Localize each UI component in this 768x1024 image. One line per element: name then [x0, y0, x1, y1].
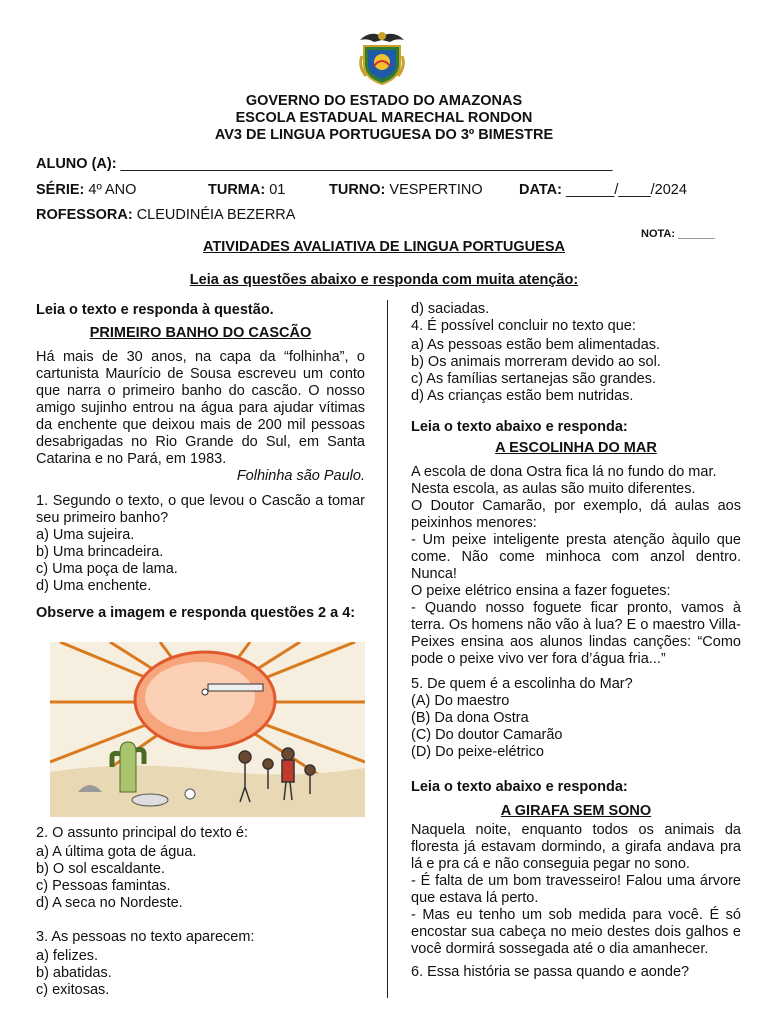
header-government: GOVERNO DO ESTADO DO AMAZONAS	[245, 93, 523, 109]
turno-value: VESPERTINO	[389, 182, 483, 198]
text2-title: A ESCOLINHA DO MAR	[495, 440, 657, 456]
q2-option[interactable]: a) A última gota de água.	[36, 844, 197, 860]
right-column	[411, 301, 741, 981]
instruction: Leia as questões abaixo e responda com muita atenção:	[189, 272, 579, 288]
serie-value: 4º ANO	[88, 182, 137, 198]
text2-paragraph: - Um peixe inteligente presta atenção àquilo que come. Não come minhoca com anzol dentro. Nunca!	[411, 532, 741, 582]
header-school: ESCOLA ESTADUAL MARECHAL RONDON	[235, 110, 533, 126]
q3-option[interactable]: c) exitosas.	[36, 982, 110, 998]
professora-label: ROFESSORA:	[36, 207, 133, 223]
q1-option[interactable]: d) Uma enchente.	[36, 578, 152, 594]
question-6: 6. Essa história se passa quando e aonde?	[411, 964, 690, 980]
q3-option[interactable]: a) felizes.	[36, 948, 99, 964]
question-2: 2. O assunto principal do texto é:	[36, 825, 248, 841]
data-field	[519, 181, 687, 199]
professora-value: CLEUDINÉIA BEZERRA	[136, 207, 296, 223]
text2-paragraph: A escola de dona Ostra fica lá no fundo do mar. Nesta escola, as aulas são muito diferentes.	[411, 464, 717, 497]
q4-option[interactable]: d) As crianças estão bem nutridas.	[411, 388, 634, 404]
main-title: ATIVIDADES AVALIATIVA DE LINGUA PORTUGUESA	[203, 239, 565, 255]
q3-option[interactable]: b) abatidas.	[36, 965, 112, 981]
aluno-line	[36, 155, 613, 173]
q5-option[interactable]: (A) Do maestro	[411, 693, 510, 709]
turma-label: TURMA:	[208, 182, 266, 198]
text2-paragraph: - Quando nosso foguete ficar pronto, vamos à terra. Os homens não vão à lua? E o maestro Villa-Peixes ensina aos alunos lindas canções: “Como pode o peixe vivo ver fora d’água fria...”	[411, 600, 741, 667]
text1-body: Há mais de 30 anos, na capa da “folhinha”, o cartunista Maurício de Sousa escreveu um conto que narra o primeiro banho do cascão. O nosso amigo sujinho entrou na água para ajudar vítimas da enchente que deixou mais de 200 mil pessoas desabrigadas no Rio Grande do Sul, em Santa Catarina e no Pará, em 1983.	[36, 349, 365, 467]
q5-option[interactable]: (C) Do doutor Camarão	[411, 727, 563, 743]
data-label: DATA:	[519, 182, 562, 198]
turma-value: 01	[269, 182, 286, 198]
serie-label: SÉRIE:	[36, 182, 85, 198]
left-column-lower	[36, 825, 365, 999]
q1-option[interactable]: b) Uma brincadeira.	[36, 544, 164, 560]
text1-title: PRIMEIRO BANHO DO CASCÃO	[89, 325, 312, 341]
turno-field	[329, 181, 483, 199]
q5-option[interactable]: (D) Do peixe-elétrico	[411, 744, 544, 760]
professora-field	[36, 206, 295, 224]
text2-paragraph: O peixe elétrico ensina a fazer foguetes:	[411, 583, 671, 599]
left-column	[36, 302, 365, 622]
q1-option[interactable]: c) Uma poça de lama.	[36, 561, 178, 577]
question-4: 4. É possível concluir no texto que:	[411, 318, 636, 334]
coat-of-arms-icon	[356, 26, 408, 86]
aluno-label: ALUNO (A):	[36, 156, 117, 172]
intro-text2: Leia o texto abaixo e responda:	[411, 419, 628, 435]
question-1: 1. Segundo o texto, o que levou o Cascão a tomar seu primeiro banho?	[36, 493, 365, 526]
q1-option[interactable]: a) Uma sujeira.	[36, 527, 135, 543]
text3-paragraph: Naquela noite, enquanto todos os animais da floresta já estavam dormindo, a girafa andava pra lá e pra cá e não conseguia pegar no sono.	[411, 822, 741, 872]
intro-text3: Leia o texto abaixo e responda:	[411, 779, 628, 795]
drought-cartoon-image	[50, 642, 365, 817]
column-divider	[387, 300, 388, 998]
q3-option[interactable]: d) saciadas.	[411, 301, 490, 317]
text3-paragraph: - Mas eu tenho um sob medida para você. É só encostar sua cabeça no meio destes dois galhos e você dormirá sossegada até o dia amanhecer.	[411, 907, 741, 957]
header-exam: AV3 DE LINGUA PORTUGUESA DO 3º BIMESTRE	[214, 127, 554, 143]
q2-option[interactable]: c) Pessoas famintas.	[36, 878, 171, 894]
serie-field	[36, 181, 136, 199]
q2-option[interactable]: d) A seca no Nordeste.	[36, 895, 183, 911]
text2-paragraph: O Doutor Camarão, por exemplo, dá aulas aos peixinhos menores:	[411, 498, 741, 531]
q4-option[interactable]: a) As pessoas estão bem alimentadas.	[411, 337, 661, 353]
image-instruction: Observe a imagem e responda questões 2 a 4:	[36, 605, 356, 621]
nota-field[interactable]: NOTA: ______	[641, 228, 715, 240]
data-value[interactable]: ______/____/2024	[565, 182, 687, 198]
q2-option[interactable]: b) O sol escaldante.	[36, 861, 165, 877]
text1-source: Folhinha são Paulo.	[236, 468, 365, 484]
text3-paragraph: - É falta de um bom travesseiro! Falou uma árvore que estava lá perto.	[411, 873, 741, 906]
text3-title: A GIRAFA SEM SONO	[500, 803, 652, 819]
q4-option[interactable]: b) Os animais morreram devido ao sol.	[411, 354, 661, 370]
q5-option[interactable]: (B) Da dona Ostra	[411, 710, 529, 726]
turno-label: TURNO:	[329, 182, 386, 198]
turma-field	[208, 181, 285, 199]
aluno-blank[interactable]: _____________________________________________________________	[120, 156, 613, 172]
question-3: 3. As pessoas no texto aparecem:	[36, 929, 255, 945]
q4-option[interactable]: c) As famílias sertanejas são grandes.	[411, 371, 657, 387]
intro-text-question: Leia o texto e responda à questão.	[36, 302, 274, 318]
question-5: 5. De quem é a escolinha do Mar?	[411, 676, 633, 692]
